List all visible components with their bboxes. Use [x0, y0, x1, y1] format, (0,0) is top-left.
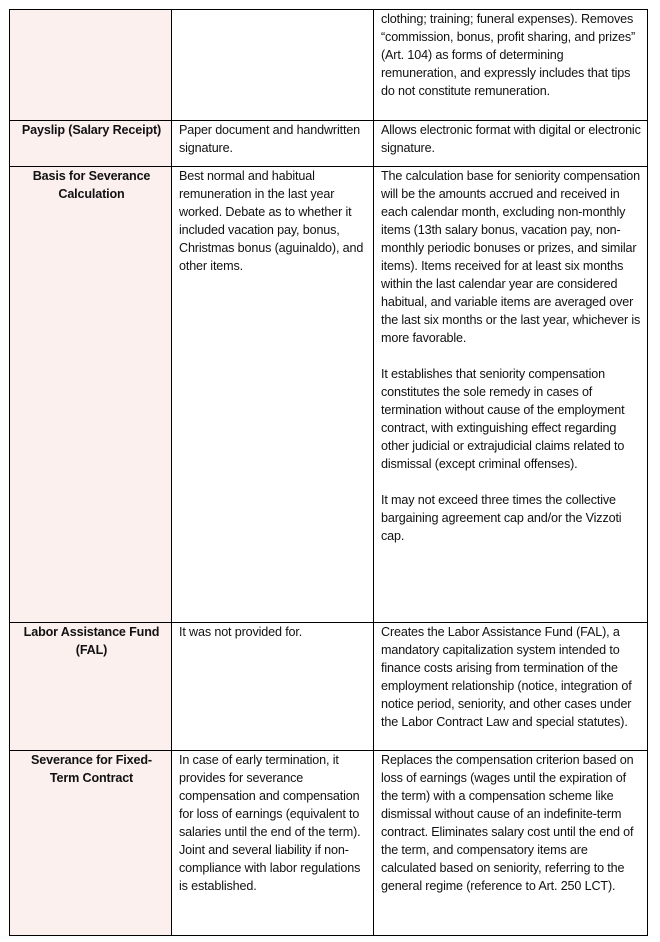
- table-row-severance-basis: [10, 167, 648, 623]
- table-row-labor-assistance-fund: [10, 623, 648, 751]
- row-label-severance-basis: Basis for Severance Calculation: [10, 167, 172, 623]
- row-label-labor-assistance-fund: Labor Assistance Fund (FAL): [10, 623, 172, 751]
- new-regime-cell: [374, 167, 648, 623]
- labor-reform-comparison-table: [9, 9, 648, 936]
- table-row-payslip: [10, 121, 648, 167]
- new-regime-cell: [374, 623, 648, 751]
- new-regime-paragraph: Creates the Labor Assistance Fund (FAL), a mandatory capitalization system intended to finance costs arising from termination of the employment relationship (notice, integration of notice period, seniority, and other cases under the Labor Contract Law and special statutes).: [381, 625, 632, 729]
- new-regime-paragraph: Allows electronic format with digital or electronic signature.: [381, 123, 641, 155]
- new-regime-paragraph: It establishes that seniority compensation constitutes the sole remedy in cases of termination without cause of the employment contract, with extinguishing effect regarding other judicial or extrajudicial claims related to dismissal (except criminal offenses).: [381, 367, 625, 471]
- new-regime-paragraph: clothing; training; funeral expenses). Removes “commission, bonus, profit sharing, and prizes” (Art. 104) as forms of determining remuneration, and expressly includes that tips do not constitute remuneration.: [381, 12, 636, 98]
- row-label-fixed-term-severance: Severance for Fixed-Term Contract: [10, 751, 172, 936]
- new-regime-cell: [374, 751, 648, 936]
- new-regime-paragraph: Replaces the compensation criterion based on loss of earnings (wages until the expiration of the term) with a compensation scheme like dismissal without cause of an indefinite-term contract. Eliminates salary cost until the end of the term, and compensatory items are calculated based on seniority, referring to the general regime (reference to Art. 250 LCT).: [381, 753, 634, 893]
- row-label-cell: [10, 10, 172, 121]
- new-regime-cell: [374, 10, 648, 121]
- table-row-remuneration-continued: [10, 10, 648, 121]
- row-label-payslip: Payslip (Salary Receipt): [10, 121, 172, 167]
- new-regime-paragraph: It may not exceed three times the collective bargaining agreement cap and/or the Vizzoti cap.: [381, 493, 622, 543]
- table-row-fixed-term-severance: [10, 751, 648, 936]
- previous-regime-cell: Best normal and habitual remuneration in the last year worked. Debate as to whether it included vacation pay, bonus, Christmas bonus (aguinaldo), and other items.: [172, 167, 374, 623]
- previous-regime-cell: Paper document and handwritten signature.: [172, 121, 374, 167]
- previous-regime-cell: [172, 10, 374, 121]
- new-regime-cell: [374, 121, 648, 167]
- previous-regime-cell: It was not provided for.: [172, 623, 374, 751]
- new-regime-paragraph: The calculation base for seniority compensation will be the amounts accrued and received in each calendar month, excluding non-monthly items (13th salary bonus, vacation pay, non-monthly periodic bonuses or prizes, and similar items). Items received for at least six months within the last calendar year are considered habitual, and variable items are averaged over the last six months or the last year, whichever is more favorable.: [381, 169, 641, 345]
- previous-regime-cell: In case of early termination, it provides for severance compensation and compensation for loss of earnings (equivalent to salaries until the end of the term). Joint and several liability if non-compliance with labor regulations is established.: [172, 751, 374, 936]
